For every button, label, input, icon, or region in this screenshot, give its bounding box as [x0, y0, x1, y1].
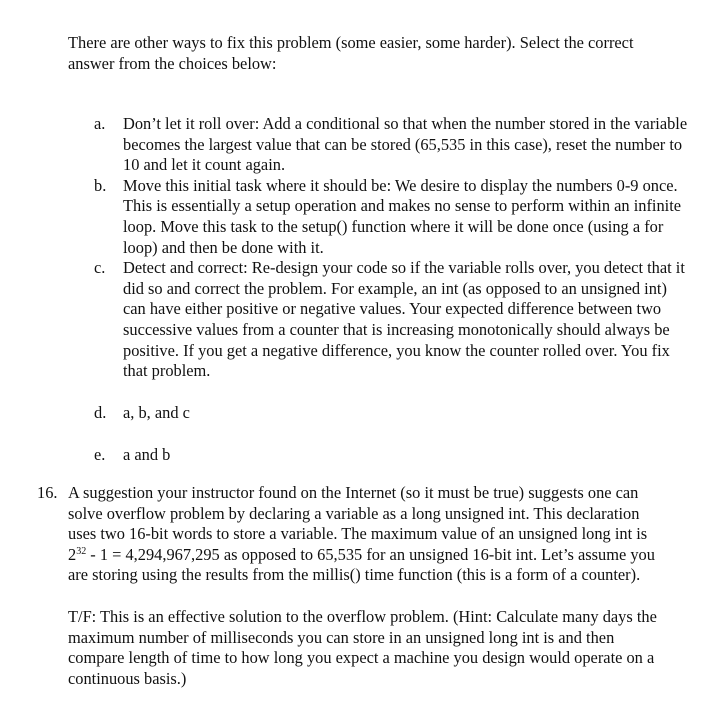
- question-16: [0, 483, 719, 689]
- true-false-prompt: T/F: This is an effective solution to the overflow problem. (Hint: Calculate many days the maximum number of milliseconds you can store in an unsigned long int is and then compare length of time to how long you expect a machine you design would operate on a continuous basis.): [68, 606, 657, 688]
- choice-letter: d.: [94, 402, 107, 422]
- choice-text: Don’t let it roll over: Add a conditional so that when the number stored in the variable becomes the largest value that can be stored (65,535 in this case), reset the number to 10 and let it count again.: [123, 114, 688, 175]
- exponent: 32: [76, 545, 87, 557]
- intro-paragraph: There are other ways to fix this problem (some easier, some harder). Select the correct answer from the choices below:: [68, 33, 634, 73]
- choice-e: [0, 445, 688, 466]
- question-text: [68, 483, 668, 586]
- choice-letter: b.: [94, 175, 107, 195]
- choice-text: Detect and correct: Re-design your code so if the variable rolls over, you detect that it did so and correct the problem. For example, an int (as opposed to an unsigned int) can have either positive or negative values. Your expected difference between two successive values from a counter that is increasing monotonically should always be positive. If you get a negative difference, you know the counter rolled over. You fix that problem.: [123, 258, 685, 381]
- choice-b: [0, 176, 688, 258]
- choice-text: Move this initial task where it should be: We desire to display the numbers 0-9 once. This is essentially a setup operation and makes no sense to perform within an infinite loop. Move this task to the setup() function where it will be done once (using a for loop) and then be done with it.: [123, 175, 682, 257]
- answer-choices-list: [0, 114, 719, 466]
- choice-text: a and b: [123, 445, 171, 465]
- choice-letter: e.: [94, 445, 106, 465]
- choice-letter: c.: [94, 258, 106, 278]
- choice-letter: a.: [94, 114, 106, 133]
- question-text-part-1: A suggestion your instructor found on the Internet (so it must be true) suggests one can solve overflow problem by declaring a variable as a long unsigned int. This declaration uses two 16-bit words to store a variable. The maximum value of an unsigned long int is 2: [68, 483, 648, 564]
- choice-c: [0, 258, 688, 382]
- question-text-part-2: - 1 = 4,294,967,295 as opposed to 65,535 for an unsigned 16-bit int. Let’s assume you are storing using the results from the millis() time function (this is a form of a counter).: [68, 544, 655, 585]
- choice-a: [0, 114, 688, 176]
- question-number: 16.: [37, 483, 58, 502]
- choice-d: [0, 403, 688, 424]
- choice-text: a, b, and c: [123, 402, 190, 422]
